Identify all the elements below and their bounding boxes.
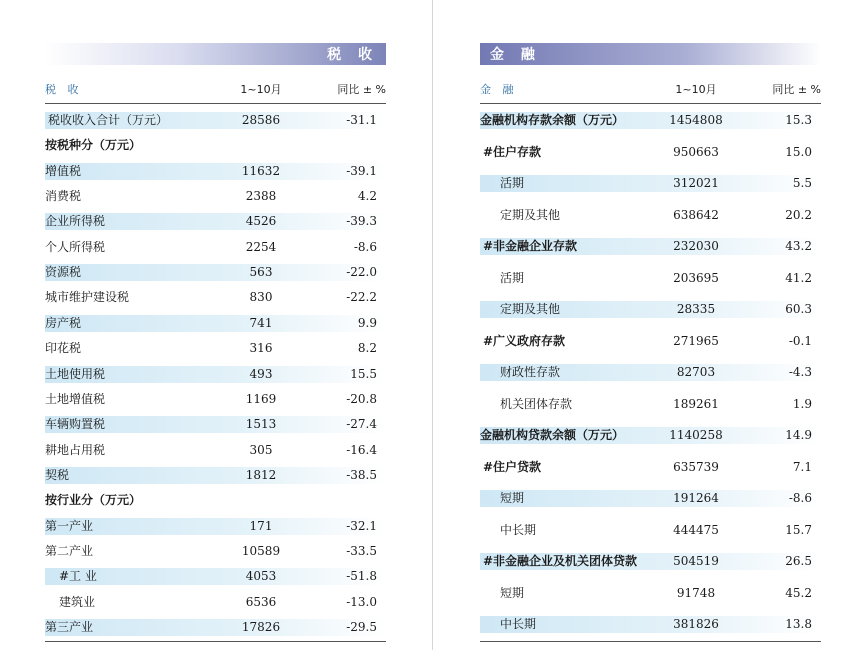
- table-row: [45, 112, 386, 129]
- row-value: 741: [249, 315, 273, 330]
- row-yoy: -31.1: [346, 113, 377, 127]
- row-label: 契税: [45, 467, 70, 482]
- tax-header: [45, 78, 386, 98]
- row-value: 1812: [245, 467, 277, 482]
- row-yoy: -8.6: [353, 239, 377, 254]
- row-yoy: -51.8: [346, 569, 377, 584]
- row-label: 土地使用税: [45, 366, 106, 381]
- row-value: 635739: [673, 459, 719, 474]
- row-value: 381826: [673, 617, 719, 631]
- row-yoy: -4.3: [788, 365, 812, 379]
- row-yoy: 41.2: [785, 270, 812, 285]
- table-row: [45, 366, 386, 383]
- row-yoy: 60.3: [785, 302, 812, 316]
- row-value: 271965: [673, 333, 719, 348]
- finance-header: [480, 78, 821, 98]
- table-row: [45, 492, 386, 509]
- table-row: [480, 459, 821, 476]
- row-yoy: 15.5: [350, 366, 377, 381]
- row-yoy: 4.2: [357, 189, 377, 204]
- row-yoy: -29.5: [346, 620, 377, 634]
- row-label: 中长期: [500, 617, 537, 631]
- table-row: [480, 427, 821, 444]
- row-yoy: -16.4: [346, 442, 377, 457]
- row-yoy: -20.8: [346, 391, 377, 406]
- row-label: 第二产业: [45, 543, 94, 558]
- row-yoy: 20.2: [785, 207, 812, 222]
- row-yoy: -13.0: [346, 594, 377, 609]
- row-label: 印花税: [45, 341, 82, 356]
- row-yoy: -8.6: [788, 491, 812, 505]
- table-row: [45, 264, 386, 281]
- row-yoy: -32.1: [346, 518, 377, 533]
- row-label: 房产税: [45, 315, 82, 330]
- tax-bottom-rule: [45, 641, 386, 642]
- row-value: 2388: [245, 189, 277, 204]
- row-yoy: -33.5: [346, 543, 377, 558]
- row-value: 563: [249, 265, 273, 280]
- row-label: 短期: [500, 585, 525, 600]
- table-row: [45, 340, 386, 357]
- row-yoy: -0.1: [788, 333, 812, 348]
- row-label: 消费税: [45, 189, 82, 204]
- row-yoy: 45.2: [785, 585, 812, 600]
- table-row: [480, 238, 821, 255]
- table-row: [480, 396, 821, 413]
- table-row: [480, 522, 821, 539]
- table-row: [45, 467, 386, 484]
- row-label: 中长期: [500, 522, 537, 537]
- row-value: 2254: [245, 239, 277, 254]
- row-value: 493: [249, 366, 273, 381]
- row-value: 28335: [676, 302, 716, 316]
- page-divider: [432, 0, 433, 650]
- row-label: #非金融企业存款: [483, 239, 578, 253]
- table-row: [45, 213, 386, 230]
- row-value: 6536: [245, 594, 277, 609]
- table-row: [480, 585, 821, 602]
- table-row: [480, 553, 821, 570]
- table-row: [45, 543, 386, 560]
- row-value: 950663: [673, 144, 719, 159]
- row-yoy: 5.5: [792, 176, 812, 190]
- row-yoy: 14.9: [785, 428, 812, 442]
- row-value: 312021: [673, 176, 719, 190]
- row-yoy: 15.7: [785, 522, 812, 537]
- row-value: 504519: [673, 554, 719, 568]
- row-yoy: 43.2: [785, 239, 812, 253]
- table-row: [480, 490, 821, 507]
- row-value: 1513: [245, 417, 277, 432]
- row-value: 171: [249, 518, 273, 533]
- row-label: #非金融企业及机关团体贷款: [483, 554, 638, 568]
- row-yoy: 1.9: [792, 396, 812, 411]
- tax-header-period: 1~10月: [240, 83, 282, 96]
- table-row: [480, 144, 821, 161]
- row-label: 第三产业: [45, 620, 94, 634]
- table-row: [480, 112, 821, 129]
- row-label: 短期: [500, 491, 525, 505]
- tax-header-label: 税 收: [45, 83, 83, 96]
- row-label: 定期及其他: [500, 302, 561, 316]
- row-label: 金融机构贷款余额（万元）: [480, 428, 625, 442]
- row-yoy: -22.2: [346, 290, 377, 305]
- row-value: 232030: [673, 239, 719, 253]
- table-row: [480, 301, 821, 318]
- tax-header-rule: [45, 103, 386, 104]
- row-value: 82703: [676, 365, 716, 379]
- row-yoy: -27.4: [346, 417, 377, 432]
- table-row: [45, 137, 386, 154]
- row-label: 资源税: [45, 265, 82, 280]
- row-label: 耕地占用税: [45, 442, 106, 457]
- row-label: 第一产业: [45, 518, 94, 533]
- table-row: [480, 175, 821, 192]
- row-label: 定期及其他: [500, 207, 561, 222]
- row-label: #住户贷款: [483, 459, 542, 474]
- row-yoy: 15.0: [785, 144, 812, 159]
- row-label: #广义政府存款: [483, 333, 566, 348]
- table-row: [480, 207, 821, 224]
- row-value: 830: [249, 290, 273, 305]
- table-row: [480, 333, 821, 350]
- row-label: 土地增值税: [45, 391, 106, 406]
- row-value: 305: [249, 442, 273, 457]
- row-label: #工 业: [59, 569, 97, 584]
- row-value: 1140258: [669, 428, 723, 442]
- row-value: 316: [249, 341, 273, 356]
- row-label: 建筑业: [59, 594, 96, 609]
- row-value: 189261: [673, 396, 719, 411]
- table-row: [45, 315, 386, 332]
- table-row: [45, 442, 386, 459]
- row-yoy: 15.3: [785, 113, 812, 127]
- row-yoy: 8.2: [357, 341, 377, 356]
- finance-banner: 金 融: [480, 43, 821, 65]
- row-label: 城市维护建设税: [45, 290, 130, 305]
- row-yoy: -39.3: [346, 214, 377, 229]
- table-row: [480, 270, 821, 287]
- table-row: [45, 568, 386, 585]
- row-value: 91748: [676, 585, 716, 600]
- table-row: [45, 518, 386, 535]
- row-label: 税收收入合计（万元）: [48, 113, 169, 127]
- row-value: 4526: [245, 214, 277, 229]
- row-label: 企业所得税: [45, 214, 106, 229]
- row-label: 活期: [500, 270, 525, 285]
- row-yoy: 13.8: [785, 617, 812, 631]
- finance-bottom-rule: [480, 641, 821, 642]
- table-row: [45, 594, 386, 611]
- row-value: 191264: [673, 491, 719, 505]
- row-value: 638642: [673, 207, 719, 222]
- table-row: [480, 364, 821, 381]
- row-value: 4053: [245, 569, 277, 584]
- finance-header-yoy: 同比 ± %: [772, 83, 821, 96]
- table-row: [45, 239, 386, 256]
- finance-header-label: 金 融: [480, 83, 518, 96]
- row-label: 按税种分（万元）: [45, 138, 142, 153]
- row-value: 10589: [241, 543, 281, 558]
- table-row: [45, 163, 386, 180]
- tax-header-yoy: 同比 ± %: [337, 83, 386, 96]
- row-label: 机关团体存款: [500, 396, 573, 411]
- table-row: [45, 289, 386, 306]
- row-value: 1454808: [669, 113, 723, 127]
- row-value: 17826: [241, 620, 281, 634]
- row-label: #住户存款: [483, 144, 542, 159]
- row-value: 444475: [673, 522, 719, 537]
- table-row: [45, 391, 386, 408]
- row-label: 财政性存款: [500, 365, 561, 379]
- row-label: 按行业分（万元）: [45, 493, 142, 508]
- row-yoy: 26.5: [785, 554, 812, 568]
- row-label: 车辆购置税: [45, 417, 106, 432]
- finance-header-period: 1~10月: [675, 83, 717, 96]
- table-row: [45, 188, 386, 205]
- finance-header-rule: [480, 103, 821, 104]
- row-value: 28586: [241, 113, 281, 127]
- table-row: [480, 616, 821, 633]
- row-value: 203695: [673, 270, 719, 285]
- table-row: [45, 619, 386, 636]
- row-value: 11632: [241, 163, 281, 178]
- row-label: 金融机构存款余额（万元）: [480, 113, 625, 127]
- row-label: 个人所得税: [45, 239, 106, 254]
- row-label: 活期: [500, 176, 525, 190]
- table-row: [45, 416, 386, 433]
- row-yoy: -22.0: [346, 265, 377, 280]
- row-label: 增值税: [45, 163, 82, 178]
- tax-banner: 税 收: [45, 43, 386, 65]
- row-yoy: 9.9: [357, 315, 377, 330]
- row-value: 1169: [245, 391, 277, 406]
- row-yoy: 7.1: [792, 459, 812, 474]
- row-yoy: -38.5: [346, 467, 377, 482]
- row-yoy: -39.1: [346, 163, 377, 178]
